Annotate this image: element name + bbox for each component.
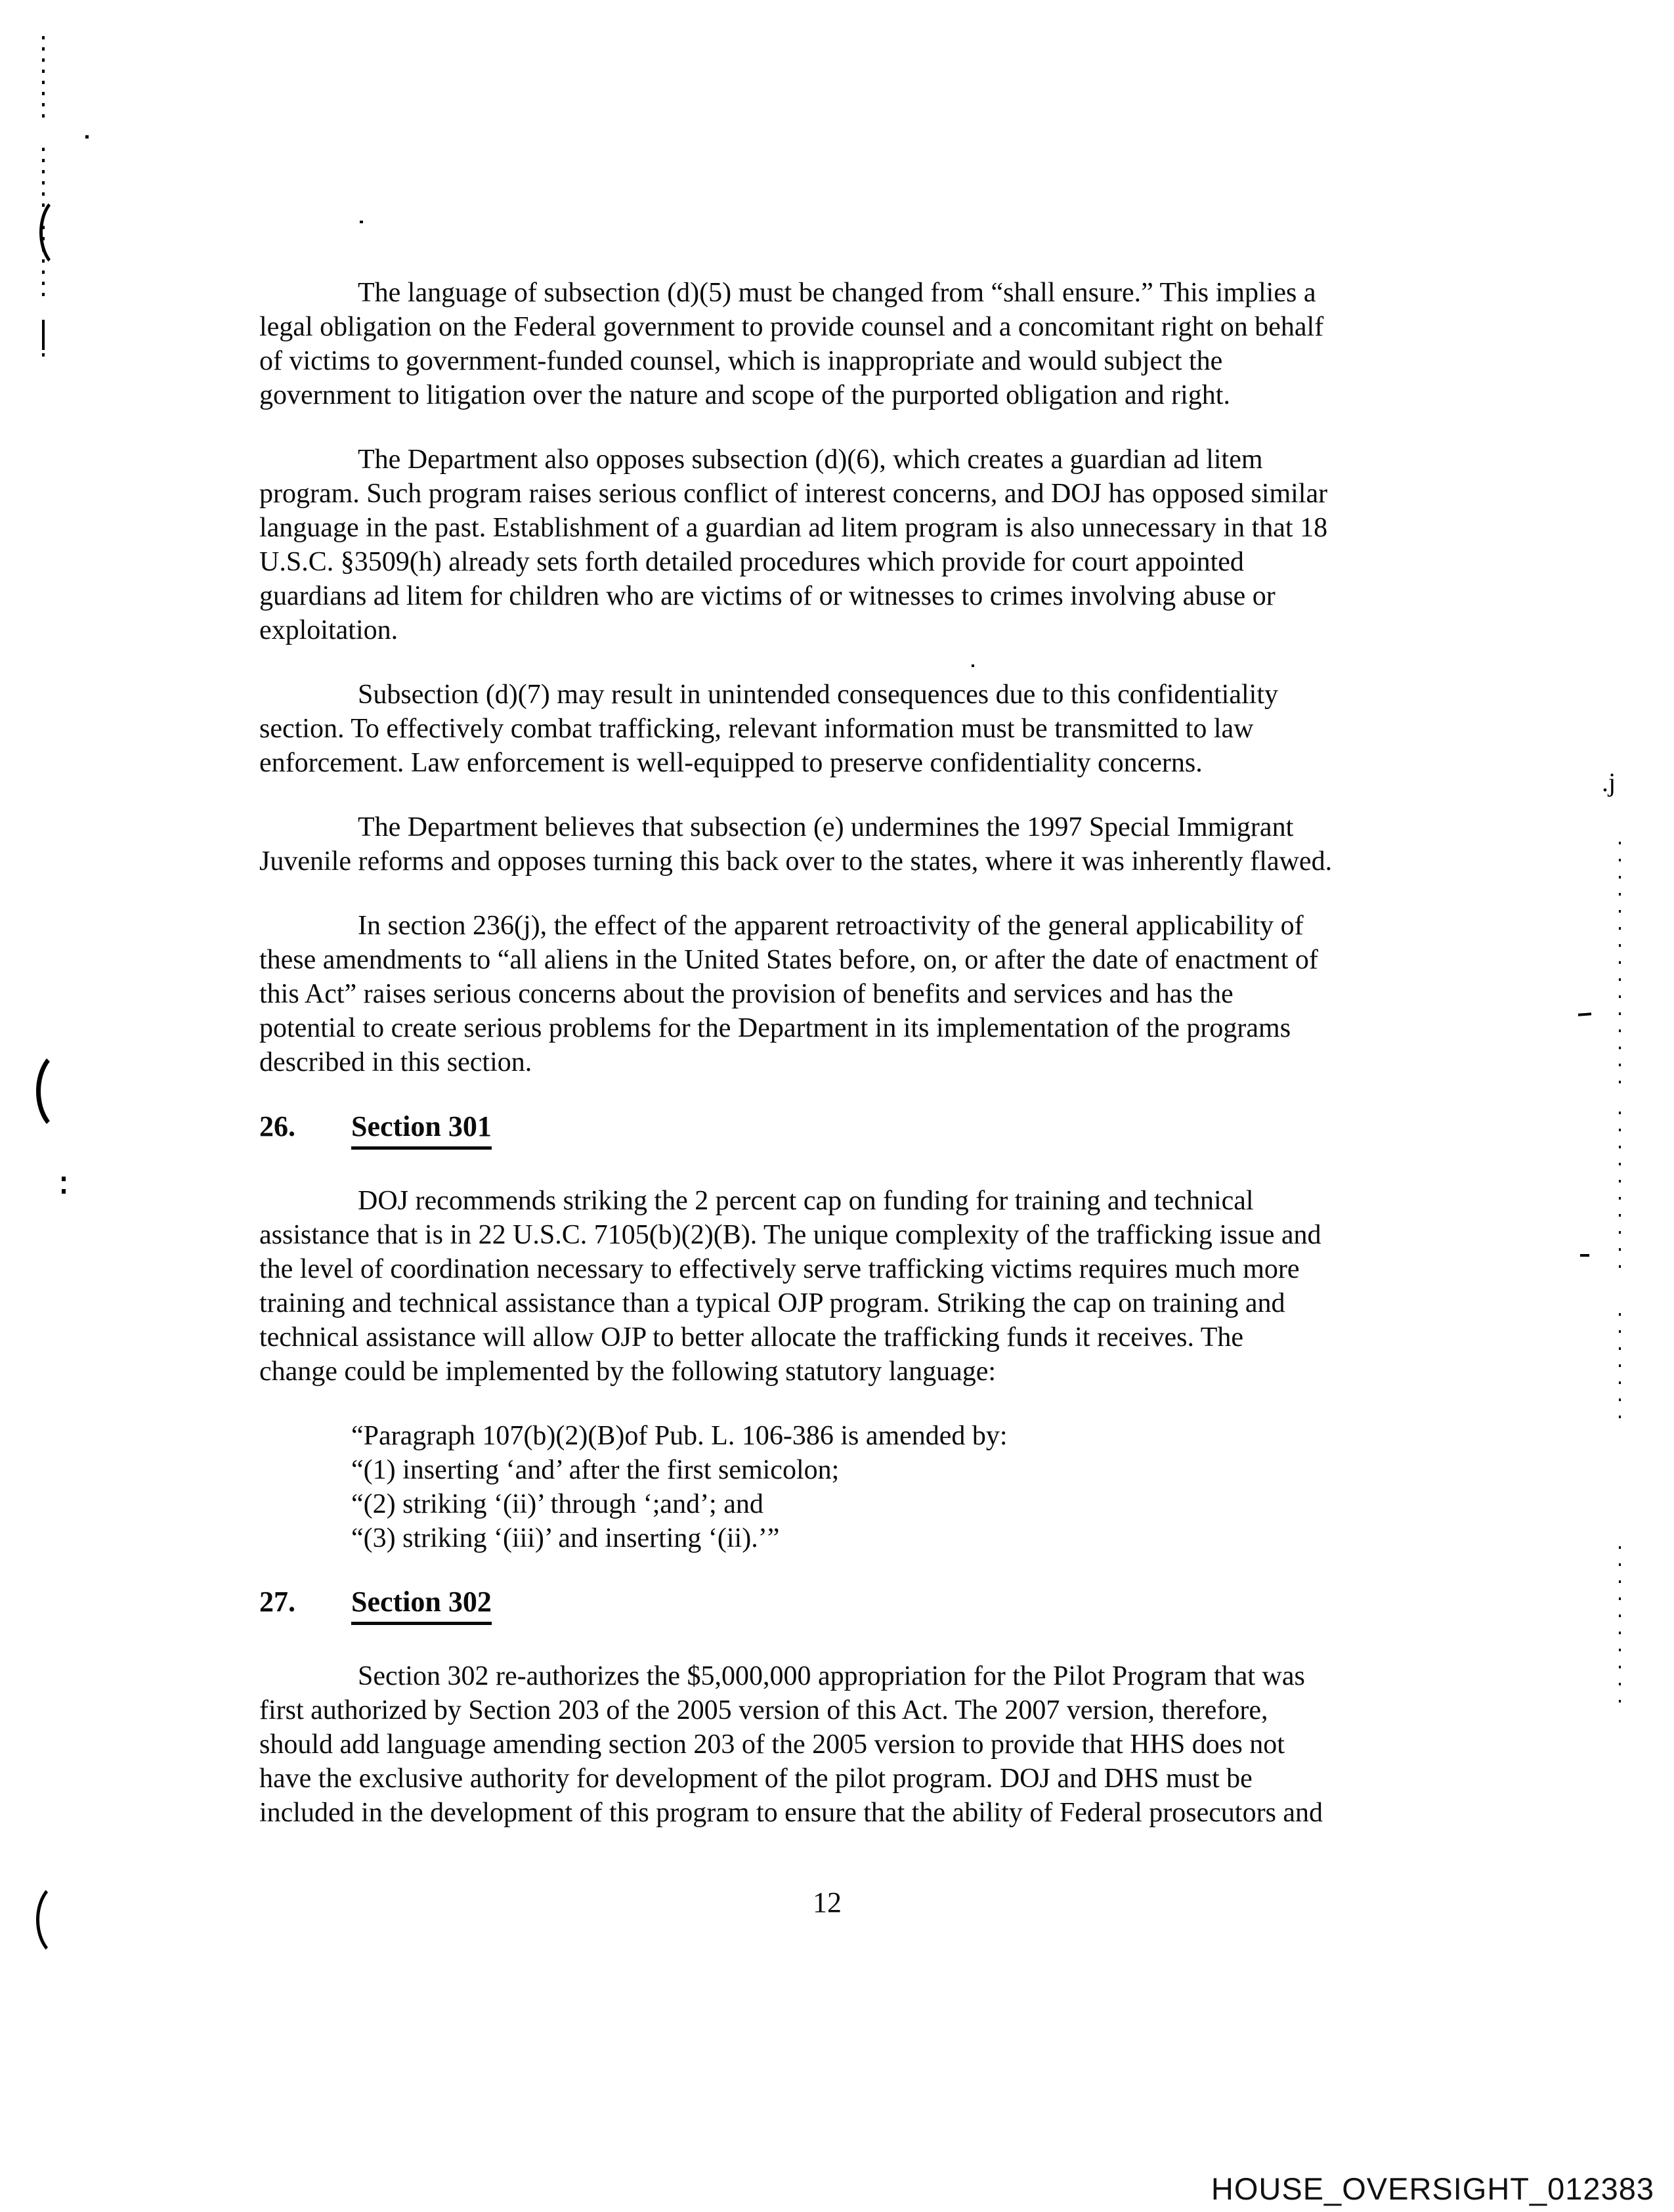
paren-scan-artifact [36, 1048, 97, 1135]
text-line: have the exclusive authority for development of the pilot program. DOJ and DHS must be [259, 1764, 1253, 1794]
paragraph [259, 810, 1415, 878]
right-margin-dotted-line [1619, 842, 1621, 1090]
paren-scan-artifact [39, 194, 89, 271]
text-line: legal obligation on the Federal government to provide counsel and a concomitant right on behalf [259, 312, 1324, 342]
text-line: enforcement. Law enforcement is well-equipped to preserve confidentiality concerns. [259, 748, 1203, 778]
text-line: described in this section. [259, 1047, 532, 1077]
text-line: In section 236(j), the effect of the apparent retroactivity of the general applicability of [358, 911, 1304, 941]
text-line: Section 302 re-authorizes the $5,000,000 appropriation for the Pilot Program that was [358, 1661, 1305, 1691]
text-line: government to litigation over the nature and scope of the purported obligation and right. [259, 380, 1230, 410]
text-line: exploitation. [259, 615, 398, 645]
text-line: “(2) striking ‘(ii)’ through ‘;and’; and [351, 1489, 763, 1519]
left-margin-dotted-line [42, 36, 45, 125]
text-line: this Act” raises serious concerns about the provision of benefits and services and has the [259, 979, 1234, 1009]
left-margin-colon [62, 1177, 66, 1194]
text-line: training and technical assistance than a typical OJP program. Striking the cap on training and [259, 1288, 1285, 1318]
text-line: Subsection (d)(7) may result in unintended consequences due to this confidentiality [358, 680, 1278, 710]
paragraph [259, 443, 1415, 647]
paragraph [259, 276, 1415, 412]
text-line: these amendments to “all aliens in the United States before, on, or after the date of enactment of [259, 945, 1318, 975]
text-line: technical assistance will allow OJP to better allocate the trafficking funds it receives. The [259, 1322, 1244, 1353]
text-line: “Paragraph 107(b)(2)(B)of Pub. L. 106-386 is amended by: [351, 1421, 1008, 1451]
text-line: The language of subsection (d)(5) must be changed from “shall ensure.” This implies a [358, 278, 1316, 308]
section-number: 26. [259, 1110, 295, 1142]
section-heading [259, 1585, 1415, 1625]
scan-speck [360, 221, 363, 223]
text-line: section. To effectively combat trafficking, relevant information must be transmitted to law [259, 714, 1254, 744]
text-line: language in the past. Establishment of a guardian ad litem program is also unnecessary in that 18 [259, 513, 1328, 543]
text-line: The Department believes that subsection (e) undermines the 1997 Special Immigrant [358, 812, 1294, 842]
text-line: DOJ recommends striking the 2 percent cap on funding for training and technical [358, 1186, 1254, 1216]
section-number: 27. [259, 1586, 295, 1618]
margin-noise-glyph: .j [1602, 768, 1616, 797]
text-line: “(3) striking ‘(iii)’ and inserting ‘(ii).’” [351, 1523, 780, 1553]
footer-stamp: HOUSE_OVERSIGHT_012383 [1211, 2171, 1654, 2206]
right-margin-dotted-line [1619, 1546, 1621, 1707]
section-title: Section 302 [351, 1585, 492, 1625]
text-line: The Department also opposes subsection (d)(6), which creates a guardian ad litem [358, 445, 1263, 475]
text-line: should add language amending section 203 of the 2005 version to provide that HHS does not [259, 1729, 1285, 1760]
left-margin-line-segment [42, 320, 45, 350]
section-title: Section 301 [351, 1110, 492, 1150]
scan-speck [85, 135, 89, 139]
text-line: the level of coordination necessary to effectively serve trafficking victims requires much more [259, 1254, 1300, 1284]
paragraph [259, 1184, 1415, 1389]
text-line: included in the development of this program to ensure that the ability of Federal prosecutors and [259, 1798, 1323, 1828]
scan-dash [1580, 1254, 1589, 1257]
statutory-quote [259, 1419, 1415, 1555]
paragraph [259, 678, 1415, 780]
section-heading [259, 1110, 1415, 1150]
text-line: assistance that is in 22 U.S.C. 7105(b)(2)(B). The unique complexity of the trafficking issue and [259, 1220, 1321, 1250]
text-line: Juvenile reforms and opposes turning this back over to the states, where it was inherently flawed. [259, 846, 1333, 877]
text-line: U.S.C. §3509(h) already sets forth detailed procedures which provide for court appointed [259, 547, 1244, 577]
right-margin-dotted-line [1619, 1112, 1621, 1277]
right-margin-dotted-line [1619, 1313, 1621, 1428]
text-line: of victims to government-funded counsel, which is inappropriate and would subject the [259, 346, 1223, 376]
text-line: “(1) inserting ‘and’ after the first semicolon; [351, 1455, 840, 1485]
paragraph [259, 1659, 1415, 1830]
text-line: guardians ad litem for children who are victims of or witnesses to crimes involving abuse or [259, 581, 1276, 611]
paragraph [259, 909, 1415, 1079]
left-margin-dotted-line [42, 353, 45, 362]
text-line: program. Such program raises serious conflict of interest concerns, and DOJ has opposed similar [259, 479, 1328, 509]
text-line: first authorized by Section 203 of the 2005 version of this Act. The 2007 version, therefore, [259, 1695, 1268, 1725]
page-number: 12 [813, 1886, 842, 1919]
text-line: change could be implemented by the following statutory language: [259, 1356, 997, 1387]
text-line: potential to create serious problems for the Department in its implementation of the programs [259, 1013, 1291, 1043]
scan-dash [1578, 1012, 1591, 1016]
document-content [259, 276, 1415, 1860]
